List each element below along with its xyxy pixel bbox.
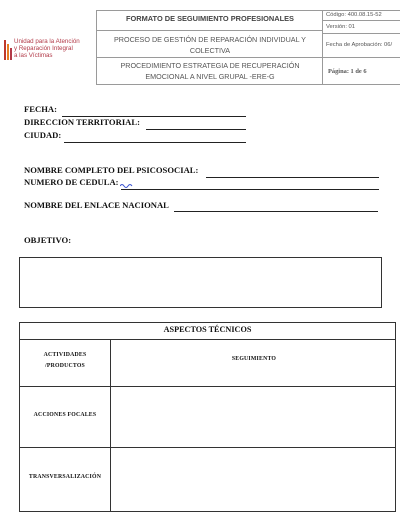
logo-line: y Reparación Integral — [14, 45, 73, 52]
header-divider — [322, 10, 323, 84]
process-name: PROCESO DE GESTIÓN DE REPARACIÓN INDIVIDUAL Y COLECTIVA — [114, 35, 306, 55]
ciudad-field[interactable] — [64, 142, 246, 143]
logo-line: a las Víctimas — [14, 52, 53, 59]
logo-text — [14, 38, 80, 59]
cedula-label: NUMERO DE CEDULA: — [24, 177, 119, 187]
direccion-label: DIRECCION TERRITORIAL: — [24, 117, 140, 127]
objetivo-label: OBJETIVO: — [24, 235, 72, 245]
header-divider — [96, 84, 400, 85]
logo-mark-icon — [4, 40, 12, 60]
ciudad-label: CIUDAD: — [24, 130, 62, 140]
page-number: Página: 1 de 6 — [328, 68, 367, 75]
direccion-field[interactable] — [146, 129, 246, 130]
header-divider — [96, 57, 400, 58]
document-title: FORMATO DE SEGUIMIENTO PROFESIONALES — [126, 14, 294, 23]
enlace-label: NOMBRE DEL ENLACE NACIONAL — [24, 200, 169, 210]
table-row-label: ACCIONES FOCALES — [33, 412, 97, 418]
header-divider — [322, 20, 400, 21]
header-divider — [96, 10, 97, 84]
enlace-field[interactable] — [174, 211, 378, 212]
objetivo-box[interactable] — [19, 257, 382, 308]
psicosocial-field[interactable] — [206, 177, 379, 178]
logo-line: Unidad para la Atención — [14, 38, 80, 45]
document-code: Código: 400.08.15-52 — [326, 12, 382, 18]
fecha-label: FECHA: — [24, 104, 57, 114]
table-header-actividades: ACTIVIDADES /PRODUCTOS — [43, 352, 87, 369]
header-divider — [96, 10, 400, 11]
procedure-name: PROCEDIMIENTO ESTRATEGIA DE RECUPERACIÓN EMOCIONAL A NIVEL GRUPAL -ERE-G — [120, 61, 300, 81]
header-divider — [96, 30, 322, 31]
table-row-label: TRANSVERSALIZACIÓN — [28, 474, 102, 480]
table-cell-acciones-seguimiento[interactable] — [111, 387, 395, 446]
table-cell-transversalizacion-seguimiento[interactable] — [111, 448, 395, 511]
table-header-seguimiento: SEGUIMIENTO — [231, 356, 277, 362]
cedula-field[interactable] — [121, 189, 379, 190]
document-version: Versión: 01 — [326, 24, 356, 30]
psicosocial-label: NOMBRE COMPLETO DEL PSICOSOCIAL: — [24, 165, 199, 175]
approval-date: Fecha de Aprobación: 06/ — [326, 42, 393, 48]
header-divider — [322, 33, 400, 34]
table-title: ASPECTOS TÉCNICOS — [163, 325, 252, 334]
table-divider — [19, 339, 396, 340]
spell-mark-icon — [120, 183, 134, 189]
